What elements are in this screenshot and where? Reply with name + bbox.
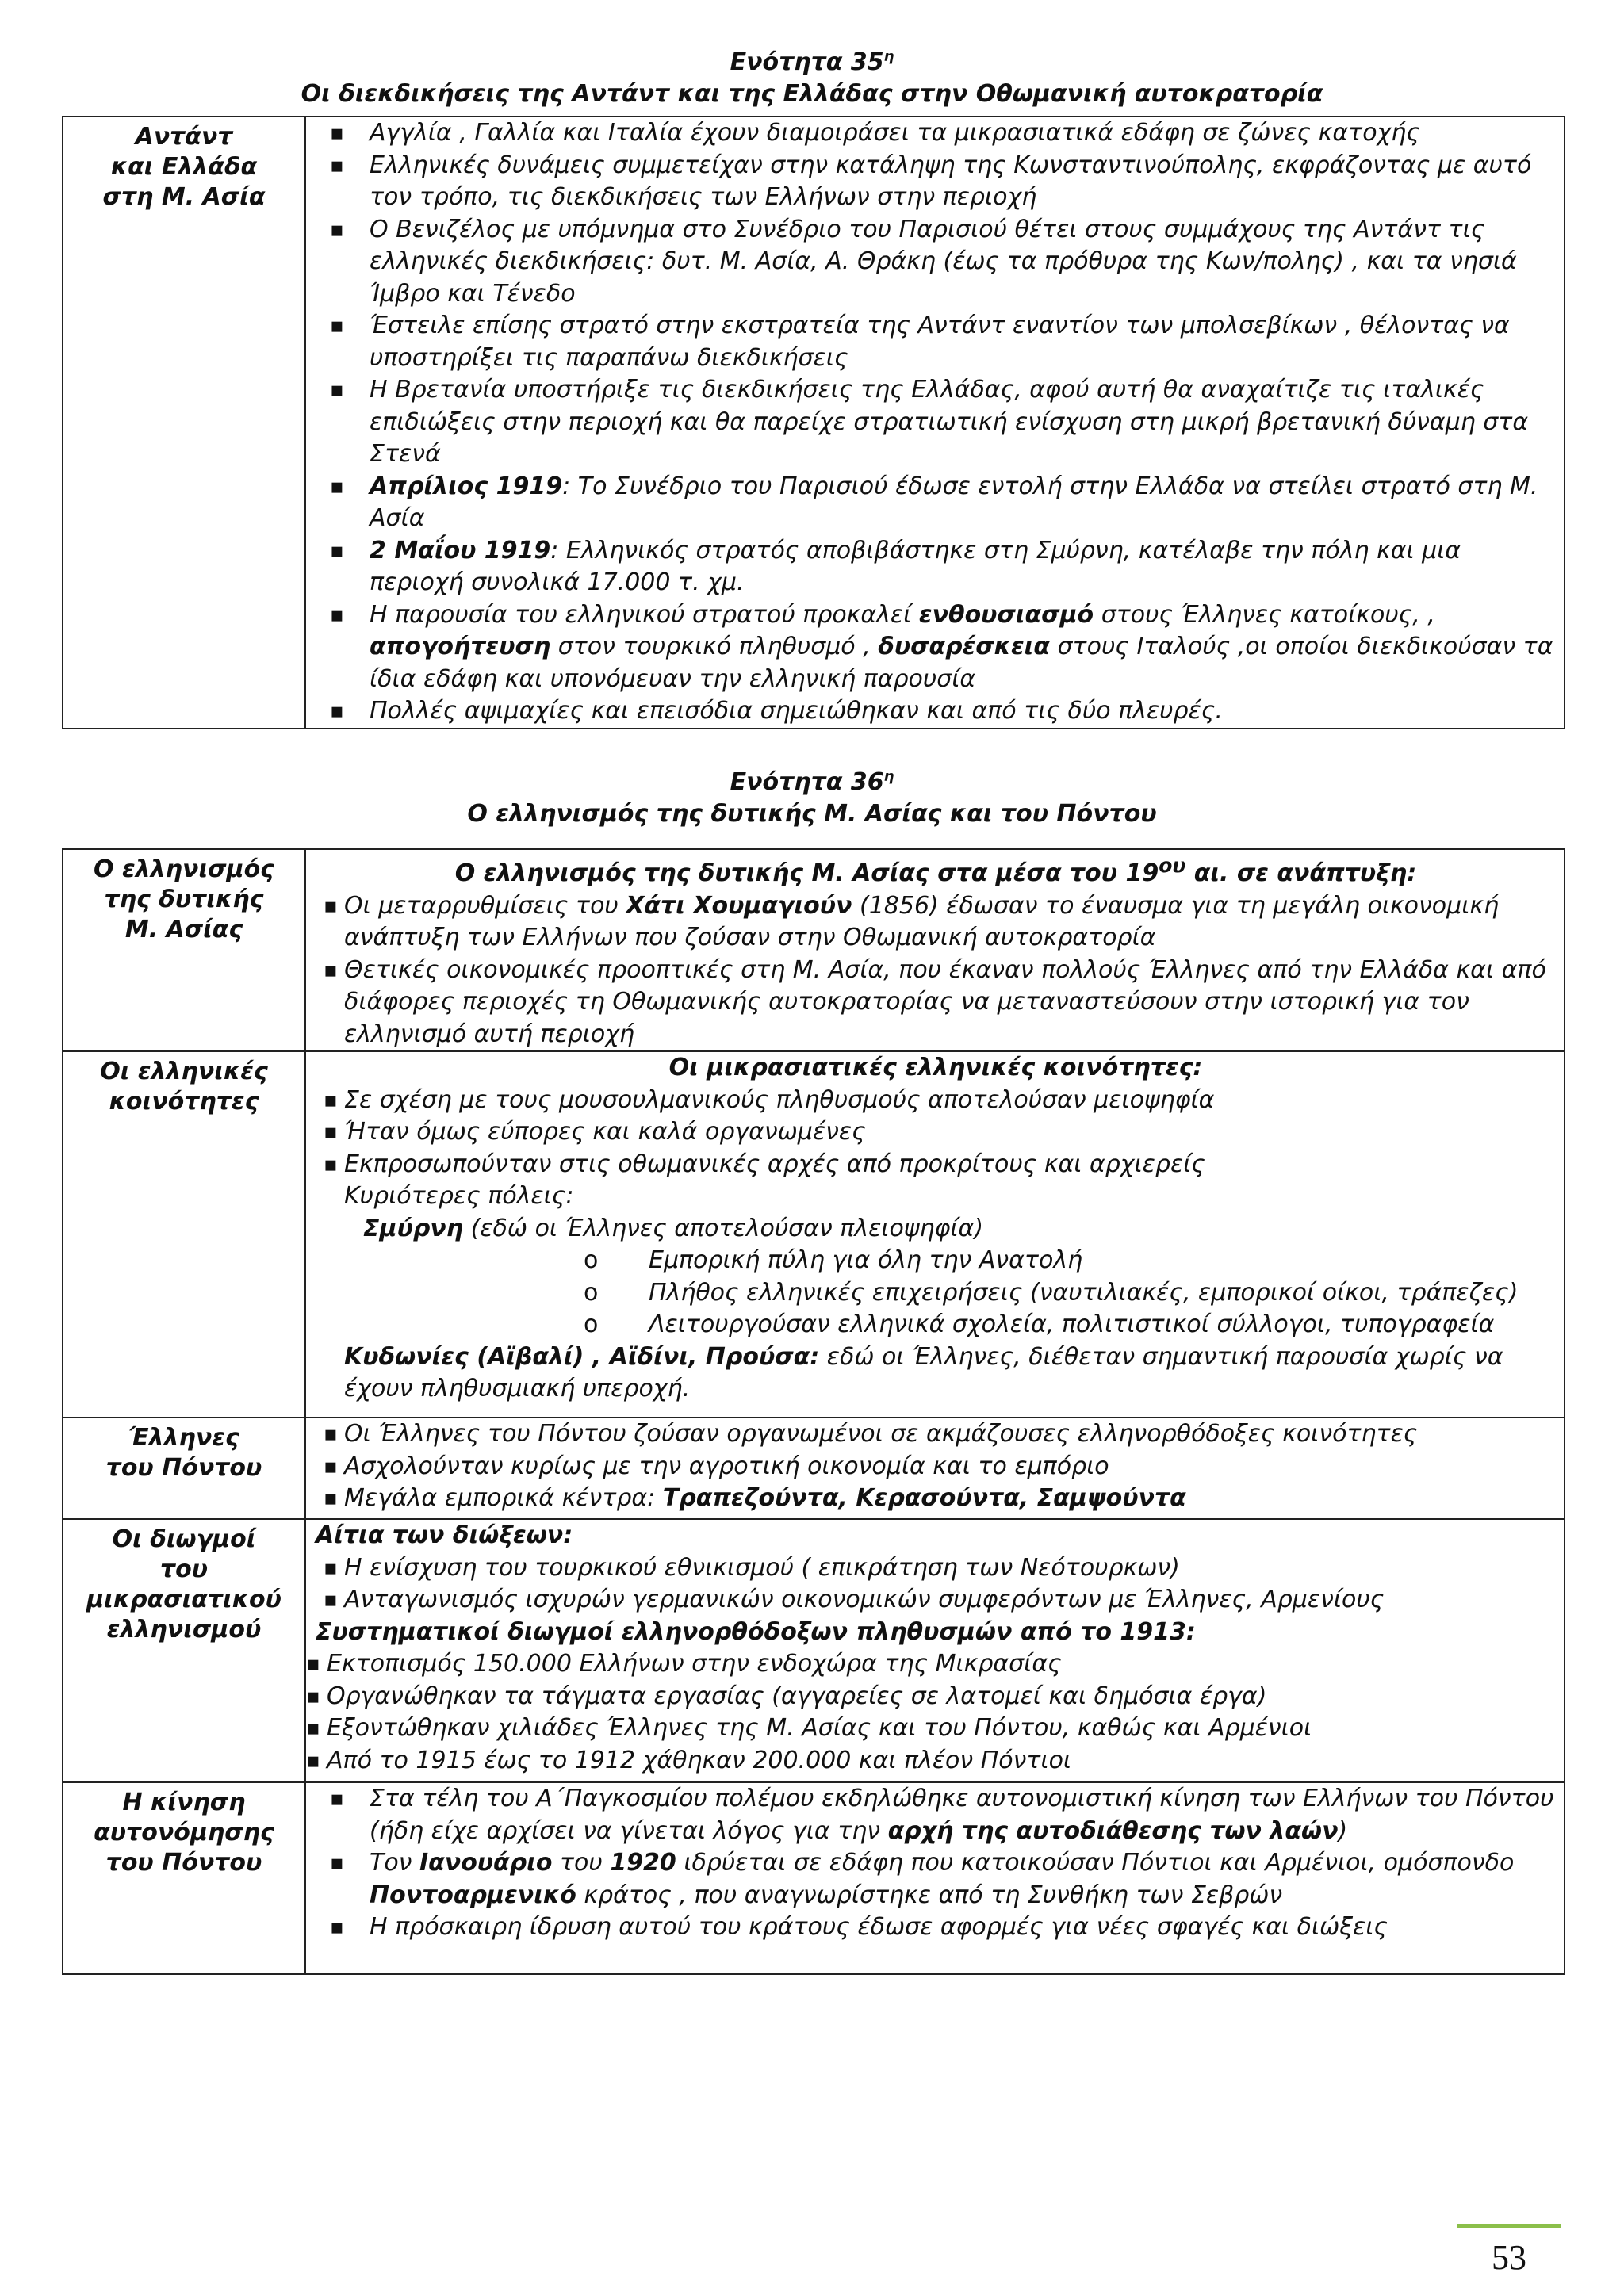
- list-item: ▪ Εκτοπισμός 150.000 Ελλήνων στην ενδοχώρα της Μικρασίας: [298, 1648, 1556, 1681]
- section-heading: Αίτια των διώξεων:: [316, 1521, 573, 1549]
- row-content: [305, 1418, 1565, 1519]
- list-item: [316, 1847, 1556, 1911]
- subheading-text: Ο ελληνισμός της δυτικής Μ. Ασίας στα μέσα του 19: [454, 859, 1159, 887]
- item-text: Μεγάλα εμπορικά κέντρα:: [344, 1484, 663, 1512]
- list-item: [316, 890, 1556, 955]
- row-label-line: Μ. Ασίας: [124, 916, 243, 943]
- unit-35-label-sup: η: [883, 48, 894, 65]
- row-label-line: αυτονόμησης: [94, 1819, 274, 1846]
- item-text: : Το Συνέδριο του Παρισιού έδωσε εντολή στην Ελλάδα να στείλει στρατό στη Μ. Ασία: [370, 472, 1538, 532]
- emphasis: 1920: [610, 1849, 676, 1877]
- unit-36-label-sup: η: [883, 768, 894, 785]
- row-subheading: Οι μικρασιατικές ελληνικές κοινότητες:: [668, 1054, 1203, 1081]
- emphasis: ενθουσιασμό: [918, 600, 1094, 629]
- row-label-line: μικρασιατικού: [86, 1586, 282, 1613]
- table-row: [63, 1519, 1565, 1782]
- list-item: ▪ Οι Έλληνες του Πόντου ζούσαν οργανωμένοι σε ακμάζουσες ελληνορθόδοξες κοινότητες: [316, 1418, 1556, 1451]
- row-label-line: κοινότητες: [109, 1088, 259, 1115]
- unit-35-title: Οι διεκδικήσεις της Αντάντ και της Ελλάδας στην Οθωμανική αυτοκρατορία: [301, 80, 1323, 108]
- item-text: Οι μεταρρυθμίσεις του: [344, 891, 626, 920]
- item-text: κράτος , που αναγνωρίστηκε από τη Συνθήκη των Σεβρών: [576, 1881, 1283, 1909]
- unit-35-label: Ενότητα 35: [730, 48, 884, 76]
- row-label-line: του Πόντου: [105, 1454, 262, 1482]
- row-label-line: Ο ελληνισμός: [94, 855, 274, 883]
- item-text: ιδρύεται σε εδάφη που κατοικούσαν Πόντιοι και Αρμένιοι, ομόσπονδο: [676, 1849, 1515, 1877]
- emphasis: αρχή της αυτοδιάθεσης των λαών: [887, 1816, 1339, 1845]
- list-item: ▪ Η Βρετανία υποστήριξε τις διεκδικήσεις της Ελλάδας, αφού αυτή θα αναχαίτιζε τις ιταλικές επιδιώξεις στην περιοχή και θα παρείχε στρατιωτική ενίσχυση στη μικρή βρετανική δύναμη στα Στενά: [316, 374, 1556, 471]
- list-item: [316, 1483, 1556, 1515]
- row-label-line: του Πόντου: [105, 1849, 262, 1877]
- list-item: ▪ Σε σχέση με τους μουσουλμανικούς πληθυσμούς αποτελούσαν μειοψηφία: [316, 1085, 1556, 1117]
- bullet-list: [316, 117, 1556, 728]
- unit-36-label: Ενότητα 36: [730, 768, 884, 796]
- cities-label: Κυριότερες πόλεις:: [344, 1182, 574, 1210]
- list-item: ▪ Ασχολούνταν κυρίως με την αγροτική οικονομία και το εμπόριο: [316, 1451, 1556, 1483]
- list-item: [316, 599, 1556, 696]
- list-item: [316, 535, 1556, 599]
- list-item: ▪ Ήταν όμως εύπορες και καλά οργανωμένες: [316, 1116, 1556, 1149]
- row-label: [63, 1519, 305, 1782]
- list-item: ▪ Ελληνικές δυνάμεις συμμετείχαν στην κατάληψη της Κωνσταντινούπολης, εκφράζοντας με αυτό τον τρόπο, τις διεκδικήσεις των Ελλήνων στην περιοχή: [316, 150, 1556, 214]
- row-label-line: ελληνισμού: [106, 1616, 262, 1644]
- row-label: [63, 849, 305, 1051]
- city-names: Κυδωνίες (Αϊβαλί) , Αϊδίνι, Προύσα:: [344, 1342, 820, 1371]
- row-subheading: [316, 850, 1556, 890]
- item-text: Στα τέλη του Α΄Παγκοσμίου πολέμου εκδηλώθηκε αυτονομιστική κίνηση των Ελλήνων του Πόντου (ήδη είχε αρχίσει να γίνεται λόγος για την: [370, 1785, 1554, 1845]
- emphasis: Χάτι Χουμαγιούν: [626, 891, 852, 920]
- unit-36-heading: [0, 761, 1624, 830]
- bullet-list: [316, 1783, 1556, 1944]
- emphasis: Ποντοαρμενικό: [370, 1881, 576, 1909]
- sub-list-item: o Εμπορική πύλη για όλη την Ανατολή: [316, 1245, 1556, 1277]
- list-item: ▪ Πολλές αψιμαχίες και επεισόδια σημειώθηκαν και από τις δύο πλευρές.: [316, 695, 1556, 728]
- list-item: [316, 471, 1556, 535]
- row-label-line: Έλληνες: [128, 1424, 239, 1452]
- row-content: [305, 849, 1565, 1051]
- list-item: ▪ Ανταγωνισμός ισχυρών γερμανικών οικονομικών συμφερόντων με Έλληνες, Αρμενίους: [316, 1584, 1556, 1617]
- list-item: ▪ Θετικές οικονομικές προοπτικές στη Μ. Ασία, που έκαναν πολλούς Έλληνες από την Ελλάδα και από διάφορες περιοχές τη Οθωμανικής αυτοκρατορίας να μεταναστεύσουν στην ιστορική για τον ελληνισμό αυτή περιοχή: [316, 955, 1556, 1051]
- sub-list: [316, 1245, 1556, 1341]
- unit-36-table: [62, 848, 1565, 1975]
- emphasis: απογοήτευση: [370, 633, 551, 660]
- item-text: στους Ιταλούς ,οι οποίοι διεκδικούσαν τα ίδια εδάφη και υπονόμευαν την ελληνική παρουσία: [370, 633, 1553, 693]
- list-item: ▪ Η πρόσκαιρη ίδρυση αυτού του κράτους έδωσε αφορμές για νέες σφαγές και διώξεις: [316, 1911, 1556, 1944]
- table-row: [63, 1051, 1565, 1418]
- other-cities-line: [316, 1341, 1556, 1406]
- item-text: (εδώ οι Έλληνες αποτελούσαν πλειοψηφία): [463, 1214, 984, 1242]
- date-bold: 2 Μαΐου 1919: [370, 536, 551, 564]
- list-item: ▪ Αγγλία , Γαλλία και Ιταλία έχουν διαμοιράσει τα μικρασιατικά εδάφη σε ζώνες κατοχής: [316, 117, 1556, 150]
- unit-36-title: Ο ελληνισμός της δυτικής Μ. Ασίας και του Πόντου: [467, 800, 1157, 828]
- row-label-line: Οι ελληνικές: [100, 1058, 268, 1085]
- row-label: [63, 1418, 305, 1519]
- unit-35-heading: [0, 41, 1624, 110]
- bullet-list: [316, 1552, 1556, 1617]
- bullet-list: [316, 1418, 1556, 1515]
- table-row: [63, 849, 1565, 1051]
- table-row: [63, 117, 1565, 729]
- item-text: στους Έλληνες κατοίκους, ,: [1094, 600, 1435, 629]
- date-bold: Απρίλιος 1919: [370, 472, 563, 500]
- row-label-line: Η κίνηση: [122, 1789, 246, 1816]
- emphasis: δυσαρέσκεια: [878, 633, 1050, 660]
- section-heading: Συστηματικοί διωγμοί ελληνορθόδοξων πληθυσμών από το 1913:: [316, 1617, 1196, 1646]
- item-text: στον τουρκικό πληθυσμό ,: [550, 633, 879, 660]
- row-content: [305, 117, 1565, 729]
- bullet-list: [316, 890, 1556, 1051]
- row-label: [63, 1051, 305, 1418]
- list-item: ▪ Από το 1915 έως το 1912 χάθηκαν 200.000 και πλέον Πόντιοι: [298, 1745, 1556, 1777]
- row-content: [305, 1519, 1565, 1782]
- bullet-list: [298, 1648, 1556, 1777]
- item-text: (1856) έδωσαν το έναυσμα για τη μεγάλη οικονομική ανάπτυξη των Ελλήνων που ζούσαν στην Οθωμανική αυτοκρατορία: [344, 891, 1500, 951]
- emphasis: Τραπεζούντα, Κερασούντα, Σαμψούντα: [662, 1484, 1186, 1512]
- sub-list-item: o Λειτουργούσαν ελληνικά σχολεία, πολιτιστικοί σύλλογοι, τυπογραφεία: [316, 1309, 1556, 1341]
- item-text: Η παρουσία του ελληνικού στρατού προκαλεί: [370, 600, 919, 629]
- list-item: ▪ Έστειλε επίσης στρατό στην εκστρατεία της Αντάντ εναντίον των μπολσεβίκων , θέλοντας να υποστηρίξει τις παραπάνω διεκδικήσεις: [316, 310, 1556, 374]
- row-label-line: της δυτικής: [104, 886, 264, 913]
- smyrna-line: [316, 1213, 1556, 1246]
- table-row: [63, 1782, 1565, 1974]
- subheading-sup: ου: [1159, 854, 1186, 877]
- unit-35-table: [62, 116, 1565, 729]
- page-number: 53: [1457, 2224, 1561, 2278]
- item-text: : Ελληνικός στρατός αποβιβάστηκε στη Σμύρνη, κατέλαβε την πόλη και μια περιοχή συνολικά 17.000 τ. χμ.: [370, 536, 1461, 596]
- city-name: Σμύρνη: [363, 1214, 464, 1242]
- item-text: εδώ οι Έλληνες, διέθεταν σημαντική παρουσία χωρίς να έχουν πληθυσμιακή υπεροχή.: [344, 1342, 1503, 1402]
- list-item: ▪ Ο Βενιζέλος με υπόμνημα στο Συνέδριο του Παρισιού θέτει στους συμμάχους της Αντάντ τις ελληνικές διεκδικήσεις: δυτ. Μ. Ασία, Α. Θράκη (έως τα πρόθυρα της Κων/πολης) , και τα νησιά Ίμβρο και Τένεδο: [316, 214, 1556, 311]
- bullet-list: [316, 1085, 1556, 1181]
- row-label-line: στη Μ. Ασία: [102, 183, 266, 211]
- list-item: ▪ Οργανώθηκαν τα τάγματα εργασίας (αγγαρείες σε λατομεί και δημόσια έργα): [298, 1681, 1556, 1713]
- item-text: ): [1338, 1816, 1348, 1845]
- row-label-line: και Ελλάδα: [110, 153, 258, 181]
- list-item: ▪ Εξοντώθηκαν χιλιάδες Έλληνες της Μ. Ασίας και του Πόντου, καθώς και Αρμένιοι: [298, 1712, 1556, 1745]
- subheading-text: αι. σε ανάπτυξη:: [1185, 859, 1417, 887]
- row-label: [63, 117, 305, 729]
- item-text: του: [552, 1849, 611, 1877]
- item-text: Τον: [370, 1849, 419, 1877]
- list-item: ▪ Εκπροσωπούνταν στις οθωμανικές αρχές από προκρίτους και αρχιερείς: [316, 1149, 1556, 1181]
- row-label-line: Αντάντ: [135, 123, 233, 151]
- list-item: ▪ Η ενίσχυση του τουρκικού εθνικισμού ( επικράτηση των Νεότουρκων): [316, 1552, 1556, 1585]
- row-label-line: του: [159, 1556, 208, 1583]
- row-content: [305, 1782, 1565, 1974]
- row-label-line: Οι διωγμοί: [112, 1525, 256, 1553]
- table-row: [63, 1418, 1565, 1519]
- sub-list-item: o Πλήθος ελληνικές επιχειρήσεις (ναυτιλιακές, εμπορικοί οίκοι, τράπεζες): [316, 1277, 1556, 1310]
- row-content: [305, 1051, 1565, 1418]
- emphasis: Ιανουάριο: [419, 1849, 553, 1877]
- row-label: [63, 1782, 305, 1974]
- list-item: [316, 1783, 1556, 1847]
